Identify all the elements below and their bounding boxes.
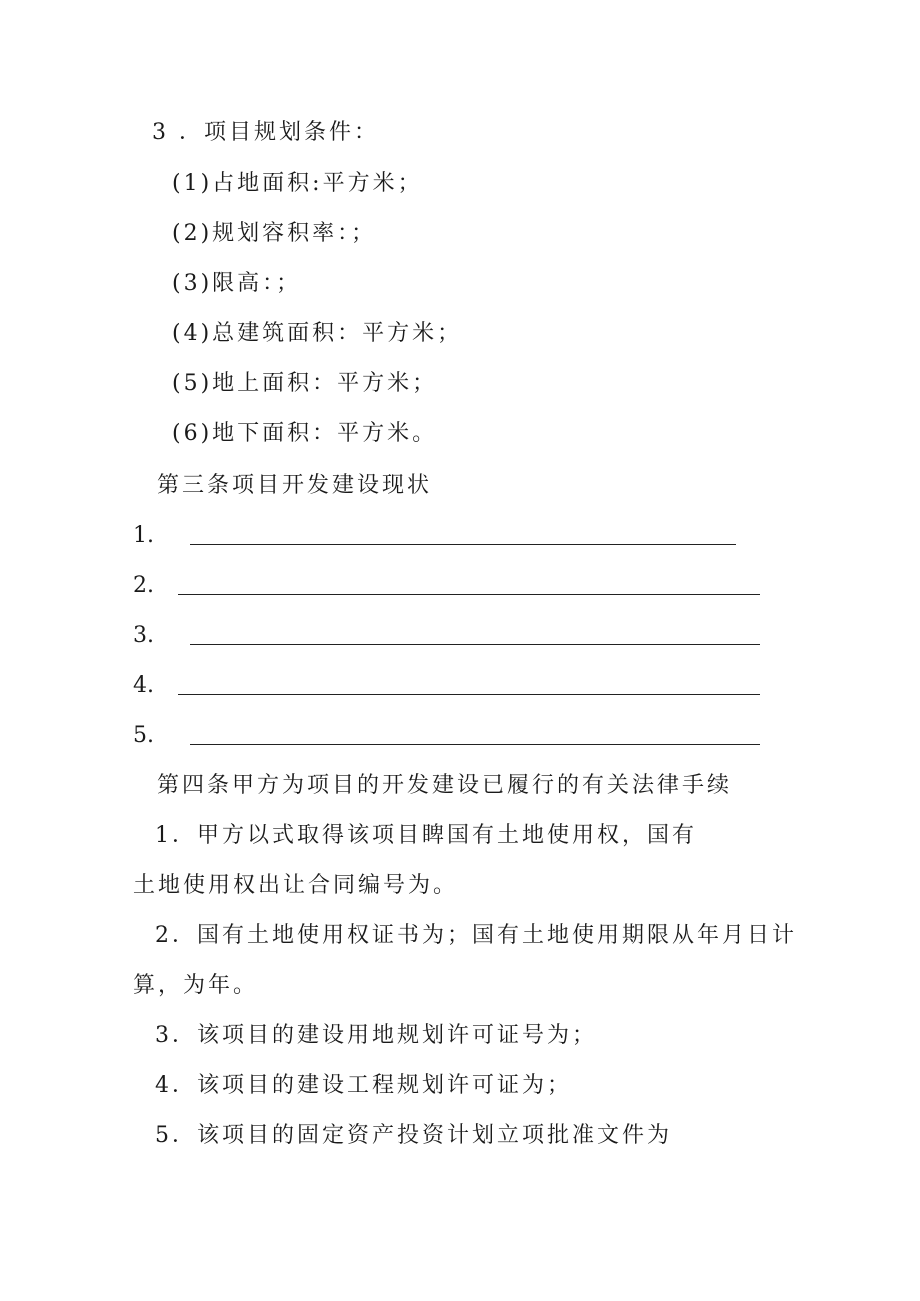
paragraph: 5．该项目的固定资产投资计划立项批准文件为 xyxy=(155,1123,672,1148)
blank-number: 1. xyxy=(133,523,154,548)
paragraph: 1．甲方以式取得该项目睥国有土地使用权，国有 xyxy=(155,823,697,848)
fill-in-line xyxy=(190,744,760,745)
fill-in-line xyxy=(178,694,760,695)
blank-number: 2. xyxy=(133,573,154,598)
paragraph: 2．国有土地使用权证书为；国有土地使用期限从年月日计 xyxy=(155,923,797,948)
blank-number: 3. xyxy=(133,623,154,648)
blank-number: 5. xyxy=(133,723,154,748)
section-heading: 3 ．项目规划条件： xyxy=(152,120,379,145)
fill-in-line xyxy=(190,544,736,545)
paragraph: 4．该项目的建设工程规划许可证为； xyxy=(155,1073,572,1098)
list-item: (5)地上面积：平方米； xyxy=(172,371,438,396)
list-item: (3)限高：； xyxy=(172,271,302,296)
article-title: 第四条甲方为项目的开发建设已履行的有关法律手续 xyxy=(157,773,733,798)
paragraph: 3．该项目的建设用地规划许可证号为； xyxy=(155,1023,597,1048)
list-item: (1)占地面积:平方米； xyxy=(172,171,423,196)
blank-number: 4. xyxy=(133,673,154,698)
paragraph: 算，为年。 xyxy=(133,973,259,998)
paragraph: 土地使用权出让合同编号为。 xyxy=(133,873,459,898)
fill-in-line xyxy=(178,594,760,595)
article-title: 第三条项目开发建设现状 xyxy=(157,473,433,498)
list-item: (2)规划容积率：； xyxy=(172,221,377,246)
fill-in-line xyxy=(190,644,760,645)
list-item: (6)地下面积：平方米。 xyxy=(172,421,438,446)
list-item: (4)总建筑面积：平方米； xyxy=(172,321,463,346)
